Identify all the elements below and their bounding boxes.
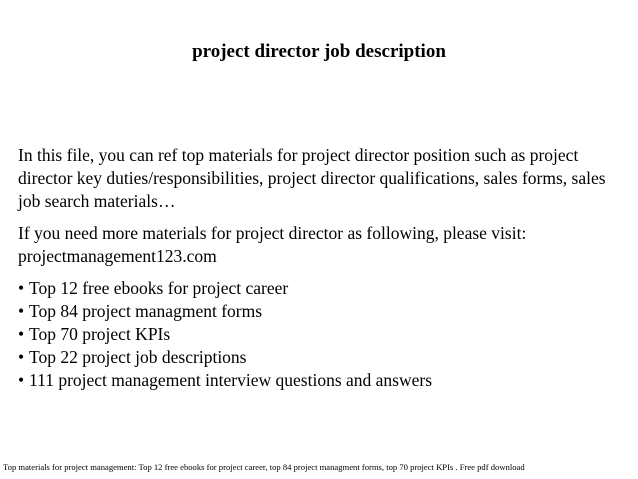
list-item — [18, 300, 630, 323]
more-info-paragraph: If you need more materials for project director as following, please visit: projectmanagement123.com — [18, 223, 527, 266]
bullet-icon: • — [18, 278, 25, 298]
list-item-text: Top 84 project managment forms — [29, 301, 263, 321]
intro-paragraph: In this file, you can ref top materials for project director position such as project director key duties/responsibilities, project director qualifications, sales forms, sales job search materials… — [18, 145, 606, 211]
list-item — [18, 323, 630, 346]
list-item — [18, 369, 630, 392]
bullet-icon: • — [18, 370, 25, 390]
content-area — [18, 144, 630, 392]
materials-list — [18, 277, 630, 392]
list-item-text: Top 22 project job descriptions — [29, 347, 247, 367]
bullet-icon: • — [18, 301, 25, 321]
list-item — [18, 346, 630, 369]
list-item — [18, 277, 630, 300]
page-title: project director job description — [192, 41, 446, 62]
list-item-text: Top 70 project KPIs — [29, 324, 171, 344]
bullet-icon: • — [18, 324, 25, 344]
list-item-text: 111 project management interview questions and answers — [29, 370, 433, 390]
footer-text: Top materials for project management: Top 12 free ebooks for project career, top 84 project managment forms, top 70 project KPIs . Free pdf download — [3, 462, 525, 472]
bullet-icon: • — [18, 347, 25, 367]
list-item-text: Top 12 free ebooks for project career — [29, 278, 289, 298]
